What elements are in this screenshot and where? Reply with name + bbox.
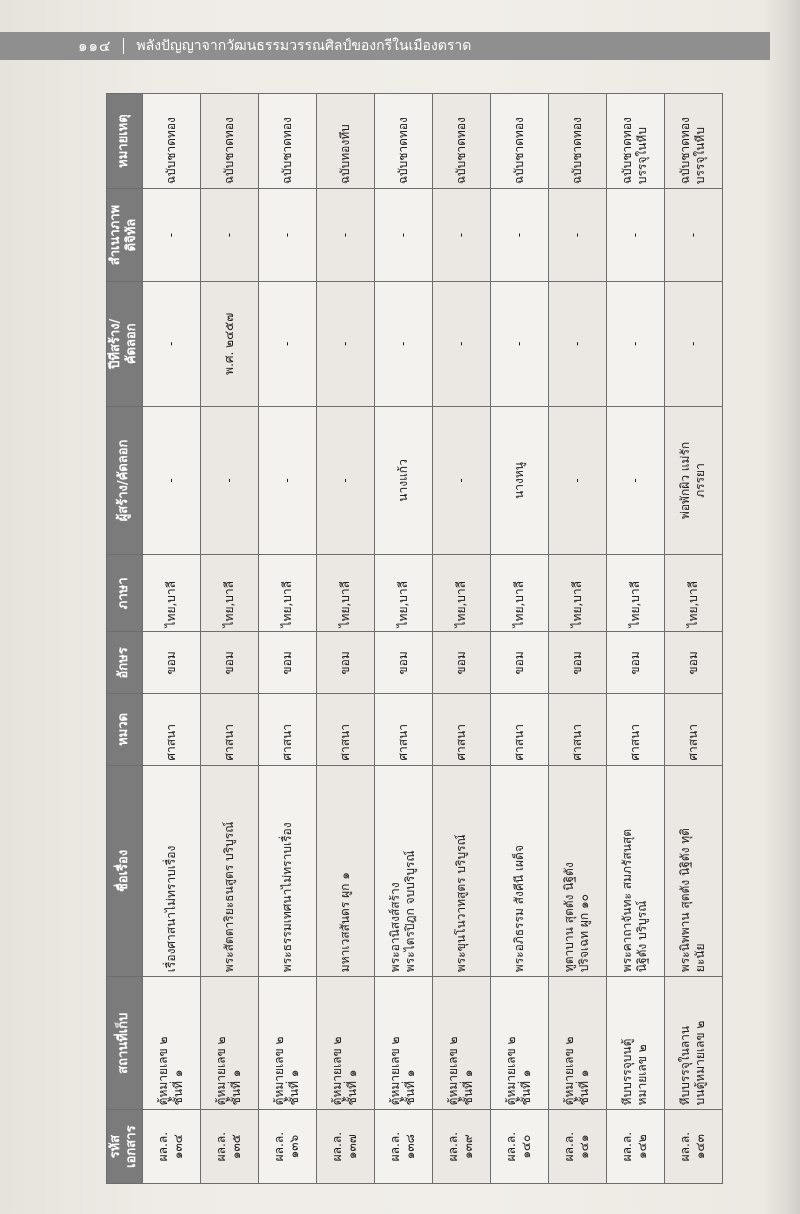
title-cell-line: พระขุนโนวาทสูตร บริบูรณ์ xyxy=(453,834,468,973)
note-cell xyxy=(664,94,722,189)
document-code-cell-line: ๑๓๖ xyxy=(287,1134,302,1159)
note-cell xyxy=(258,94,316,189)
category-cell: ศาสนา xyxy=(606,694,664,765)
title-cell xyxy=(316,765,374,977)
storage-location-cell-line: หีบบรรจุในลาน xyxy=(678,1025,693,1106)
column-header-text: รหัส xyxy=(108,1134,123,1159)
document-code-cell xyxy=(200,1110,258,1184)
script-cell: ขอม xyxy=(374,632,432,694)
storage-location-cell-line: ชั้นที่ ๑ xyxy=(403,1069,418,1106)
category-cell: ศาสนา xyxy=(664,694,722,765)
creator-cell-line: - xyxy=(279,478,294,483)
document-code-cell xyxy=(664,1110,722,1184)
column-header-text: ผู้สร้าง/คัดลอก xyxy=(116,439,132,522)
column-header-text: ดิจิทัล xyxy=(124,218,140,252)
document-code-cell-line: ๑๔๒ xyxy=(635,1134,650,1159)
document-code-cell-line: ผล.ล. xyxy=(388,1131,403,1162)
note-cell-line: บรรจุในหีบ xyxy=(693,127,708,185)
table-row xyxy=(316,94,374,1184)
column-header-text: ปีที่สร้าง/ xyxy=(108,318,123,369)
language-cell: ไทย,บาลี xyxy=(432,555,490,632)
note-cell-line: ฉบับชาดทอง xyxy=(620,117,635,185)
document-code-cell-line: ผล.ล. xyxy=(446,1131,461,1162)
script-cell: ขอม xyxy=(258,632,316,694)
document-code-cell xyxy=(432,1110,490,1184)
note-cell xyxy=(200,94,258,189)
digital-copy-cell: - xyxy=(258,189,316,282)
document-code-cell xyxy=(258,1110,316,1184)
storage-location-cell-line: ชั้นที่ ๑ xyxy=(519,1069,534,1106)
table-body xyxy=(142,94,723,1184)
digital-copy-cell: - xyxy=(606,189,664,282)
table-row xyxy=(142,94,200,1184)
creator-cell xyxy=(664,406,722,555)
creator-cell-line: - xyxy=(453,478,468,483)
creator-cell-line: - xyxy=(569,478,584,483)
digital-copy-cell: - xyxy=(316,189,374,282)
digital-copy-cell: - xyxy=(432,189,490,282)
script-cell: ขอม xyxy=(316,632,374,694)
storage-location-cell xyxy=(606,977,664,1110)
note-cell-line: ฉบับชาดทอง xyxy=(569,117,584,185)
storage-location-cell-line: ชั้นที่ ๑ xyxy=(229,1069,244,1106)
note-cell xyxy=(490,94,548,189)
language-cell: ไทย,บาลี xyxy=(606,555,664,632)
note-cell-line: ฉบับชาดทอง xyxy=(163,117,178,185)
category-cell: ศาสนา xyxy=(432,694,490,765)
language-cell: ไทย,บาลี xyxy=(200,555,258,632)
creator-cell xyxy=(490,406,548,555)
column-header xyxy=(107,1110,143,1184)
note-cell-line: ฉบับชาดทอง xyxy=(511,117,526,185)
script-cell: ขอม xyxy=(490,632,548,694)
page-number: ๑๑๔ xyxy=(78,37,112,55)
document-code-cell xyxy=(374,1110,432,1184)
document-code-cell xyxy=(606,1110,664,1184)
document-code-cell-line: ผล.ล. xyxy=(330,1131,345,1162)
year-cell: - xyxy=(606,281,664,406)
storage-location-cell-line: ชั้นที่ ๑ xyxy=(345,1069,360,1106)
column-header-text: หมายเหตุ xyxy=(116,114,132,168)
document-code-cell-line: ผล.ล. xyxy=(214,1131,229,1162)
storage-location-cell-line: หมายเลข ๒ xyxy=(635,1044,650,1106)
digital-copy-cell: - xyxy=(374,189,432,282)
document-code-cell-line: ๑๔๑ xyxy=(577,1134,592,1159)
catalog-table-rotated xyxy=(106,93,723,1184)
title-cell-line: เรื่องศาสนาไม่ทราบเรื่อง xyxy=(163,845,178,973)
creator-cell-line: - xyxy=(337,478,352,483)
header-divider xyxy=(123,38,124,54)
storage-location-cell-line: บนตู้หมายเลข ๒ xyxy=(693,1020,708,1106)
title-cell xyxy=(432,765,490,977)
storage-location-cell xyxy=(142,977,200,1110)
table-row xyxy=(258,94,316,1184)
document-code-cell-line: ผล.ล. xyxy=(620,1131,635,1162)
script-cell: ขอม xyxy=(548,632,606,694)
creator-cell-line: พ่อพักผิว แม่รัก xyxy=(678,441,693,520)
creator-cell-line: - xyxy=(163,478,178,483)
column-header xyxy=(107,632,143,694)
year-cell: - xyxy=(258,281,316,406)
creator-cell xyxy=(200,406,258,555)
creator-cell-line: นางแก้ว xyxy=(395,459,410,502)
title-cell-line: พระไตรปิฎก จบบริบูรณ์ xyxy=(403,850,418,973)
table-row xyxy=(432,94,490,1184)
title-cell-line: มหาเวสสันดร ผูก ๑ xyxy=(337,872,352,973)
table-row xyxy=(548,94,606,1184)
title-cell xyxy=(664,765,722,977)
note-cell-line: ฉบับชาดทอง xyxy=(221,117,236,185)
language-cell: ไทย,บาลี xyxy=(374,555,432,632)
document-code-cell xyxy=(490,1110,548,1184)
document-code-cell-line: ผล.ล. xyxy=(272,1131,287,1162)
note-cell-line: ฉบับชาดทอง xyxy=(395,117,410,185)
note-cell-line: ฉบับชาดทอง xyxy=(678,117,693,185)
language-cell: ไทย,บาลี xyxy=(142,555,200,632)
column-header xyxy=(107,694,143,765)
title-cell-line: พระนิพพาน สุตตัง นิฐิตัง ทุติ xyxy=(678,828,693,973)
document-code-cell-line: ผล.ล. xyxy=(562,1131,577,1162)
category-cell: ศาสนา xyxy=(142,694,200,765)
storage-location-cell-line: ตู้หมายเลข ๒ xyxy=(504,1036,519,1106)
document-code-cell-line: ผล.ล. xyxy=(156,1131,171,1162)
book-title: พลังปัญญาจากวัฒนธรรมวรรณศิลป์ของกรีในเมืองตราด xyxy=(136,38,472,54)
year-cell: - xyxy=(664,281,722,406)
title-cell xyxy=(490,765,548,977)
year-cell: - xyxy=(316,281,374,406)
storage-location-cell-line: ตู้หมายเลข ๒ xyxy=(214,1036,229,1106)
column-header xyxy=(107,977,143,1110)
note-cell-line: บรรจุในหีบ xyxy=(635,127,650,185)
storage-location-cell xyxy=(316,977,374,1110)
digital-copy-cell: - xyxy=(142,189,200,282)
creator-cell-line: ภรรยา xyxy=(693,463,708,498)
title-cell xyxy=(200,765,258,977)
creator-cell-line: - xyxy=(221,478,236,483)
creator-cell xyxy=(142,406,200,555)
creator-cell-line: นางหนู xyxy=(511,462,526,499)
storage-location-cell xyxy=(374,977,432,1110)
note-cell xyxy=(316,94,374,189)
table-row xyxy=(664,94,722,1184)
document-code-cell-line: ผล.ล. xyxy=(678,1131,693,1162)
creator-cell-line: - xyxy=(627,478,642,483)
column-header xyxy=(107,189,143,282)
column-header-text: เอกสาร xyxy=(124,1125,140,1168)
column-header-text: หมวด xyxy=(116,713,132,746)
storage-location-cell-line: ชั้นที่ ๑ xyxy=(461,1069,476,1106)
title-cell xyxy=(142,765,200,977)
document-code-cell-line: ๑๓๘ xyxy=(403,1134,418,1160)
category-cell: ศาสนา xyxy=(200,694,258,765)
year-cell: - xyxy=(432,281,490,406)
document-code-cell-line: ๑๔๐ xyxy=(519,1134,534,1159)
note-cell-line: ฉบับชาดทอง xyxy=(279,117,294,185)
storage-location-cell-line: หีบบรรจุบนตู้ xyxy=(620,1038,635,1106)
note-cell xyxy=(374,94,432,189)
table-row xyxy=(490,94,548,1184)
script-cell: ขอม xyxy=(606,632,664,694)
title-cell-line: พระอภิธรรม สังคีนี เผด็จ xyxy=(511,845,526,973)
storage-location-cell xyxy=(664,977,722,1110)
title-cell xyxy=(258,765,316,977)
storage-location-cell-line: ชั้นที่ ๑ xyxy=(577,1069,592,1106)
column-header-text: ชื่อเรื่อง xyxy=(116,849,132,893)
title-cell xyxy=(606,765,664,977)
note-cell xyxy=(432,94,490,189)
note-cell xyxy=(606,94,664,189)
category-cell: ศาสนา xyxy=(548,694,606,765)
category-cell: ศาสนา xyxy=(490,694,548,765)
title-cell-line: นิฐิตัง บริบูรณ์ xyxy=(635,900,650,973)
creator-cell xyxy=(374,406,432,555)
language-cell: ไทย,บาลี xyxy=(316,555,374,632)
document-code-cell-line: ๑๓๗ xyxy=(345,1134,360,1160)
storage-location-cell-line: ตู้หมายเลข ๒ xyxy=(272,1036,287,1106)
table-row xyxy=(606,94,664,1184)
year-cell: - xyxy=(142,281,200,406)
digital-copy-cell: - xyxy=(490,189,548,282)
storage-location-cell xyxy=(432,977,490,1110)
document-code-cell xyxy=(548,1110,606,1184)
year-cell: - xyxy=(374,281,432,406)
document-code-cell-line: ๑๔๓ xyxy=(693,1134,708,1160)
script-cell: ขอม xyxy=(142,632,200,694)
title-cell-line: พระคาถาจันทะ สมภรัสนสุต xyxy=(620,828,635,973)
language-cell: ไทย,บาลี xyxy=(548,555,606,632)
column-header-text: สำเนาภาพ xyxy=(108,204,123,266)
document-code-cell-line: ผล.ล. xyxy=(504,1131,519,1162)
digital-copy-cell: - xyxy=(664,189,722,282)
language-cell: ไทย,บาลี xyxy=(490,555,548,632)
category-cell: ศาสนา xyxy=(258,694,316,765)
year-cell: - xyxy=(548,281,606,406)
note-cell xyxy=(548,94,606,189)
running-header xyxy=(0,32,770,60)
creator-cell xyxy=(548,406,606,555)
document-code-cell-line: ๑๓๙ xyxy=(461,1134,476,1159)
script-cell: ขอม xyxy=(432,632,490,694)
creator-cell xyxy=(258,406,316,555)
storage-location-cell xyxy=(548,977,606,1110)
column-header-text: อักษร xyxy=(116,647,132,679)
title-cell xyxy=(548,765,606,977)
column-header-text: ภาษา xyxy=(116,577,132,610)
document-code-cell-line: ๑๓๔ xyxy=(171,1134,186,1160)
language-cell: ไทย,บาลี xyxy=(664,555,722,632)
table-row xyxy=(200,94,258,1184)
digital-copy-cell: - xyxy=(200,189,258,282)
column-header-text: สถานที่เก็บ xyxy=(116,1012,132,1074)
storage-location-cell-line: ตู้หมายเลข ๒ xyxy=(446,1036,461,1106)
script-cell: ขอม xyxy=(200,632,258,694)
storage-location-cell-line: ตู้หมายเลข ๒ xyxy=(388,1036,403,1106)
title-cell-line: ยะนัย xyxy=(693,943,708,973)
document-code-cell xyxy=(316,1110,374,1184)
note-cell-line: ฉบับชาดทอง xyxy=(453,117,468,185)
creator-cell xyxy=(316,406,374,555)
storage-location-cell-line: ชั้นที่ ๑ xyxy=(287,1069,302,1106)
column-header xyxy=(107,94,143,189)
storage-location-cell xyxy=(200,977,258,1110)
document-code-cell-line: ๑๓๕ xyxy=(229,1134,244,1160)
title-cell-line: ปริจเฉท ผูก ๑๐ xyxy=(577,894,592,973)
storage-location-cell-line: ตู้หมายเลข ๒ xyxy=(156,1036,171,1106)
binding-shadow xyxy=(762,0,800,1214)
title-cell-line: พระสัตตาริยะธนสูตร บริบูรณ์ xyxy=(221,821,236,973)
creator-cell xyxy=(606,406,664,555)
storage-location-cell xyxy=(258,977,316,1110)
storage-location-cell-line: ชั้นที่ ๑ xyxy=(171,1069,186,1106)
manuscript-catalog-table xyxy=(106,93,723,1184)
year-cell: พ.ศ. ๒๔๕๗ xyxy=(200,281,258,406)
storage-location-cell xyxy=(490,977,548,1110)
language-cell: ไทย,บาลี xyxy=(258,555,316,632)
digital-copy-cell: - xyxy=(548,189,606,282)
column-header xyxy=(107,765,143,977)
storage-location-cell-line: ตู้หมายเลข ๒ xyxy=(562,1036,577,1106)
title-cell xyxy=(374,765,432,977)
note-cell-line: ฉบับทองทึบ xyxy=(337,124,352,185)
document-code-cell xyxy=(142,1110,200,1184)
column-header-text: คัดลอก xyxy=(124,323,140,365)
script-cell: ขอม xyxy=(664,632,722,694)
creator-cell xyxy=(432,406,490,555)
title-cell-line: ทูตาบาน สุตตัง นิฐิตัง xyxy=(562,862,577,973)
title-cell-line: พระธรรมเทศนาไม่ทราบเรื่อง xyxy=(279,822,294,973)
category-cell: ศาสนา xyxy=(316,694,374,765)
table-row xyxy=(374,94,432,1184)
column-header xyxy=(107,406,143,555)
note-cell xyxy=(142,94,200,189)
title-cell-line: พระอานิสงส์สร้าง xyxy=(388,882,403,973)
storage-location-cell-line: ตู้หมายเลข ๒ xyxy=(330,1036,345,1106)
table-header-row xyxy=(107,94,143,1184)
year-cell: - xyxy=(490,281,548,406)
column-header xyxy=(107,281,143,406)
column-header xyxy=(107,555,143,632)
category-cell: ศาสนา xyxy=(374,694,432,765)
